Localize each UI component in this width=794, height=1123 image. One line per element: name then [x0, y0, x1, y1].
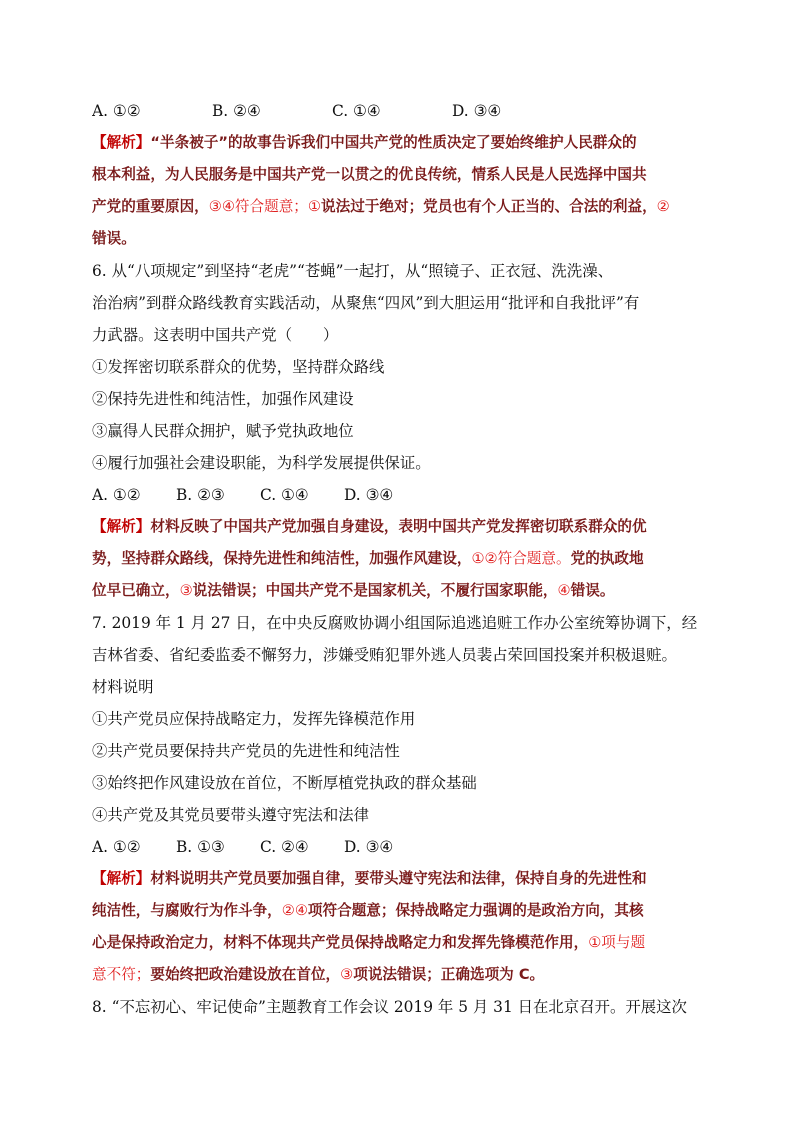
q7-analysis-line-3: 心是保持政治定力，材料不体现共产党员保持战略定力和发挥先锋模范作用，①项与题 [92, 934, 646, 951]
analysis-tag: 【解析】 [92, 870, 151, 887]
q7-analysis-line-1: 【解析】材料说明共产党员要加强自律，要带头遵守宪法和法律，保持自身的先进性和 [92, 870, 647, 887]
q5-option-b[interactable]: B. ②④ [212, 102, 261, 120]
q5-analysis-line-3: 产党的重要原因，③④符合题意；①说法过于绝对；党员也有个人正当的、合法的利益，② [92, 198, 670, 215]
q7-analysis-line-2: 纯洁性，与腐败行为作斗争，②④项符合题意；保持战略定力强调的是政治方向，其核 [92, 902, 644, 919]
q6-analysis-line-3: 位早已确立，③说法错误；中国共产党不是国家机关，不履行国家职能，④错误。 [92, 582, 615, 599]
q5-analysis-line-4: 错误。 [92, 230, 136, 247]
q5-option-a[interactable]: A. ①② [92, 102, 141, 120]
q7-item-3: ③始终把作风建设放在首位，不断厚植党执政的群众基础 [92, 774, 477, 792]
q6-stem-line-1: 6. 从“八项规定”到坚持“老虎”“苍蝇”一起打，从“照镜子、正衣冠、洗洗澡、 [92, 262, 613, 280]
q7-item-1: ①共产党员应保持战略定力，发挥先锋模范作用 [92, 710, 416, 728]
q5-analysis-line-1: 【解析】“半条被子”的故事告诉我们中国共产党的性质决定了要始终维护人民群众的 [92, 134, 637, 151]
q7-option-a[interactable]: A. ①② [92, 838, 141, 856]
q5-option-d[interactable]: D. ③④ [452, 102, 502, 120]
q5-options [92, 100, 712, 122]
q7-item-2: ②共产党员要保持共产党员的先进性和纯洁性 [92, 742, 400, 760]
q6-stem-line-3: 力武器。这表明中国共产党（ ） [92, 326, 339, 344]
q6-item-2: ②保持先进性和纯洁性，加强作风建设 [92, 390, 354, 408]
q5-analysis-line-2: 根本利益，为人民服务是中国共产党一以贯之的优良传统，情系人民是人民选择中国共 [92, 166, 647, 183]
q6-option-c[interactable]: C. ①④ [260, 486, 309, 504]
q6-item-4: ④履行加强社会建设职能，为科学发展提供保证。 [92, 454, 431, 472]
q6-options [92, 484, 712, 506]
q6-item-1: ①发挥密切联系群众的优势，坚持群众路线 [92, 358, 385, 376]
q6-analysis-line-1: 【解析】材料反映了中国共产党加强自身建设，表明中国共产党发挥密切联系群众的优 [92, 518, 647, 535]
q7-options [92, 836, 712, 858]
q7-stem-line-2: 吉林省委、省纪委监委不懈努力，涉嫌受贿犯罪外逃人员裴占荣回国投案并积极退赃。 [92, 646, 677, 664]
analysis-tag: 【解析】 [92, 518, 151, 535]
q6-option-a[interactable]: A. ①② [92, 486, 141, 504]
q8-stem-line-1: 8. “不忘初心、牢记使命”主题教育工作会议 2019 年 5 月 31 日在北京召开。开展这次 [92, 998, 687, 1016]
q6-stem-line-2: 治治病”到群众路线教育实践活动，从聚焦“四风”到大胆运用“批评和自我批评”有 [92, 294, 640, 312]
q7-option-b[interactable]: B. ①③ [176, 838, 225, 856]
analysis-tag: 【解析】 [92, 134, 151, 151]
q7-analysis-line-4: 意不符；要始终把政治建设放在首位，③项说法错误；正确选项为 C。 [92, 966, 545, 983]
q7-option-d[interactable]: D. ③④ [344, 838, 394, 856]
q7-stem-line-1: 7. 2019 年 1 月 27 日，在中央反腐败协调小组国际追逃追赃工作办公室统筹协调下，经 [92, 614, 698, 632]
q7-item-4: ④共产党及其党员要带头遵守宪法和法律 [92, 806, 370, 824]
q6-option-b[interactable]: B. ②③ [176, 486, 225, 504]
q7-stem-line-3: 材料说明 [92, 678, 154, 696]
q7-option-c[interactable]: C. ②④ [260, 838, 309, 856]
q6-item-3: ③赢得人民群众拥护，赋予党执政地位 [92, 422, 354, 440]
q5-option-c[interactable]: C. ①④ [332, 102, 381, 120]
q6-analysis-line-2: 势，坚持群众路线，保持先进性和纯洁性，加强作风建设，①②符合题意。党的执政地 [92, 550, 644, 567]
q6-option-d[interactable]: D. ③④ [344, 486, 394, 504]
